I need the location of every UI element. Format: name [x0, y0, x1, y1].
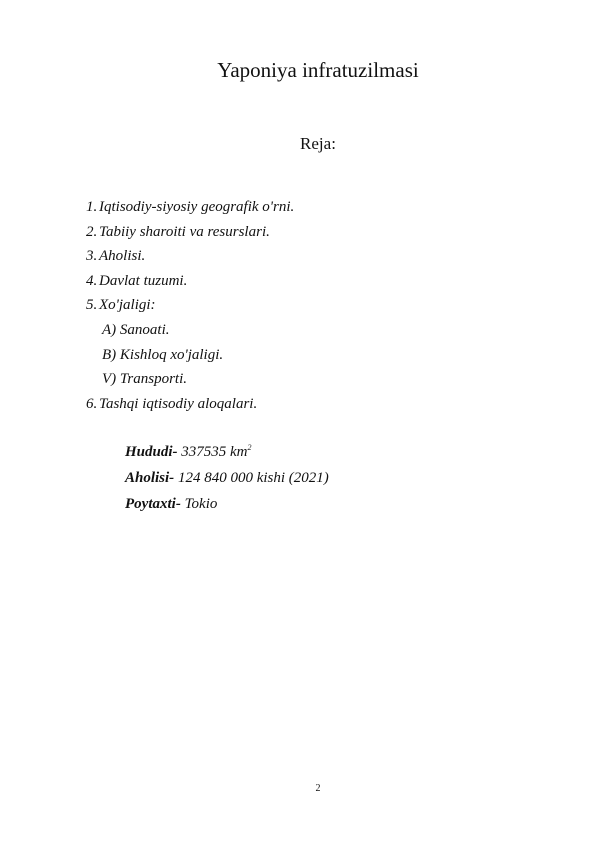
plan-heading: Reja:: [300, 134, 336, 153]
outline-item-text: Tashqi iqtisodiy aloqalari.: [99, 395, 258, 412]
fact-value: Tokio: [184, 496, 218, 512]
outline-item: [86, 393, 546, 418]
outline-subitem: A) Sanoati.: [102, 321, 170, 338]
page-number: 2: [315, 783, 321, 794]
outline-item: [86, 196, 546, 221]
outline-item-text: Davlat tuzumi.: [99, 272, 188, 289]
outline-item-number: 5.: [86, 297, 98, 314]
outline-item: [86, 245, 546, 270]
outline-item: [86, 294, 546, 319]
fact-label: Poytaxti-: [125, 496, 181, 512]
outline-item-number: 2.: [86, 223, 98, 240]
fact-area: [125, 441, 545, 467]
outline-item-text: Xo'jaligi:: [99, 297, 156, 314]
outline-item-number: 4.: [86, 272, 98, 289]
document-title: Yaponiya infratuzilmasi: [217, 58, 419, 82]
outline-subitem: B) Kishloq xo'jaligi.: [102, 346, 224, 363]
outline-item-text: Tabiiy sharoiti va resurslari.: [99, 223, 270, 240]
fact-value: 337535 km: [181, 444, 248, 460]
outline-item-number: 3.: [86, 248, 98, 265]
outline-item: [86, 270, 546, 295]
unit-superscript: 2: [247, 443, 252, 452]
outline-item-text: Aholisi.: [99, 248, 146, 265]
outline-item-number: 6.: [86, 395, 98, 412]
country-facts: [125, 441, 545, 519]
fact-value: 124 840 000 kishi (2021): [177, 470, 329, 486]
outline-item: [86, 221, 546, 246]
outline-item-number: 1.: [86, 199, 98, 215]
outline-subitem: V) Transporti.: [102, 371, 188, 388]
outline-item-text: Iqtisodiy-siyosiy geografik o'rni.: [99, 199, 295, 215]
plan-outline: [86, 196, 546, 417]
fact-label: Hududi-: [125, 444, 178, 460]
fact-capital: [125, 493, 545, 519]
fact-population: [125, 467, 545, 493]
fact-label: Aholisi-: [125, 470, 175, 486]
